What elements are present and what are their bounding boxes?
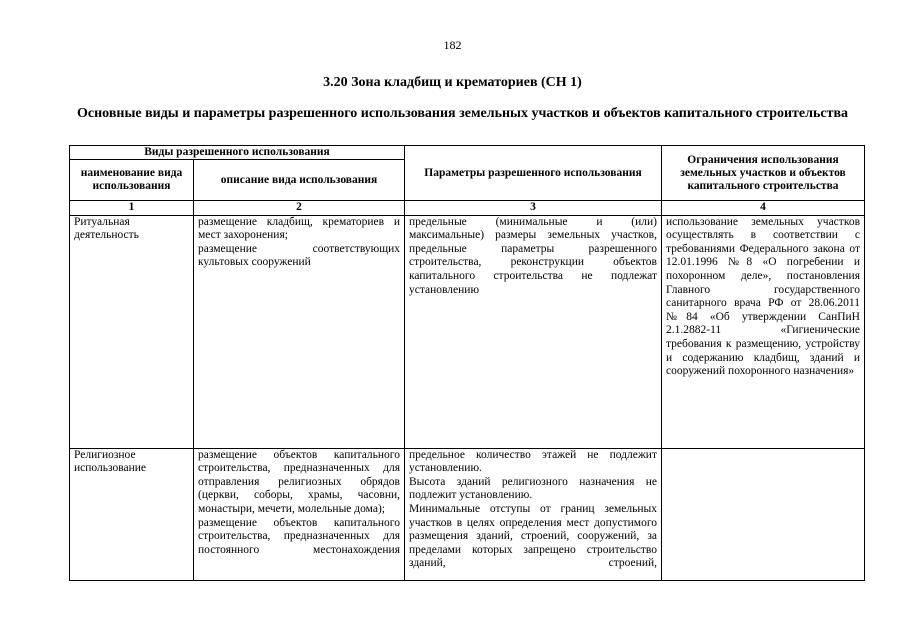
use-params bbox=[405, 215, 662, 448]
header-use-types: Виды разрешенного использования bbox=[70, 146, 405, 160]
use-params bbox=[405, 448, 662, 580]
table-row bbox=[70, 215, 865, 448]
description-paragraph: размещение объектов капитального строительства, предназначенных для отправления религиозных обрядов (церкви, соборы, храмы, часовни, монастыри, мечети, молельные дома); bbox=[198, 448, 400, 515]
table-row bbox=[70, 448, 865, 580]
col-number: 3 bbox=[405, 201, 662, 216]
params-paragraph: Минимальные отступы от границ земельных участков в целях определения мест допустимого размещения зданий, строений, сооружений, за пределами которых запрещено строительство зданий, строений, bbox=[409, 502, 657, 570]
col-number: 2 bbox=[194, 201, 405, 216]
use-name-text: Ритуальная деятельность bbox=[74, 215, 139, 242]
col-number: 4 bbox=[662, 201, 865, 216]
header-use-desc: описание вида использования bbox=[194, 160, 405, 201]
header-limits: Ограничения использования земельных участков и объектов капитального строительства bbox=[662, 146, 865, 201]
params-paragraph: предельное количество этажей не подлежит установлению. bbox=[409, 448, 657, 475]
limits-paragraph: использование земельных участков осуществлять в соответствии с требованиями Федерального закона от 12.01.1996 №8 «О погребении и похоронном деле», постановления Главного государственного санитарного врача РФ от 28.06.2011 №84 «Об утверждении СанПиН 2.1.2882-11 «Гигиенические требования к размещению, устройству и содержанию кладбищ, зданий и сооружений похоронного назначения» bbox=[666, 215, 860, 378]
description-paragraph: размещение кладбищ, крематориев и мест захоронения; bbox=[198, 215, 400, 242]
land-use-table bbox=[69, 145, 865, 581]
header-use-name: наименование вида использования bbox=[70, 160, 194, 201]
use-description bbox=[194, 448, 405, 580]
use-name-text: Религиозное использование bbox=[74, 448, 147, 475]
header-params: Параметры разрешенного использования bbox=[405, 146, 662, 201]
params-paragraph: Высота зданий религиозного назначения не подлежит установлению. bbox=[409, 475, 657, 502]
page-number: 182 bbox=[443, 38, 462, 52]
description-paragraph: размещение соответствующих культовых сооружений bbox=[198, 242, 400, 269]
col-number: 1 bbox=[70, 201, 194, 216]
use-name bbox=[70, 215, 194, 448]
use-limits bbox=[662, 448, 865, 580]
subtitle: Основные виды и параметры разрешенного использования земельных участков и объектов капитального строительства bbox=[77, 106, 849, 121]
use-name bbox=[70, 448, 194, 580]
use-description bbox=[194, 215, 405, 448]
params-paragraph: предельные (минимальные и (или) максимальные) размеры земельных участков, предельные параметры разрешенного строительства, реконструкции объектов капитального строительства не подлежат установлению bbox=[409, 215, 657, 296]
section-title: 3.20 Зона кладбищ и крематориев (СН 1) bbox=[323, 75, 582, 90]
description-paragraph: размещение объектов капитального строительства, предназначенных для постоянного местонахождения bbox=[198, 516, 400, 556]
use-limits bbox=[662, 215, 865, 448]
